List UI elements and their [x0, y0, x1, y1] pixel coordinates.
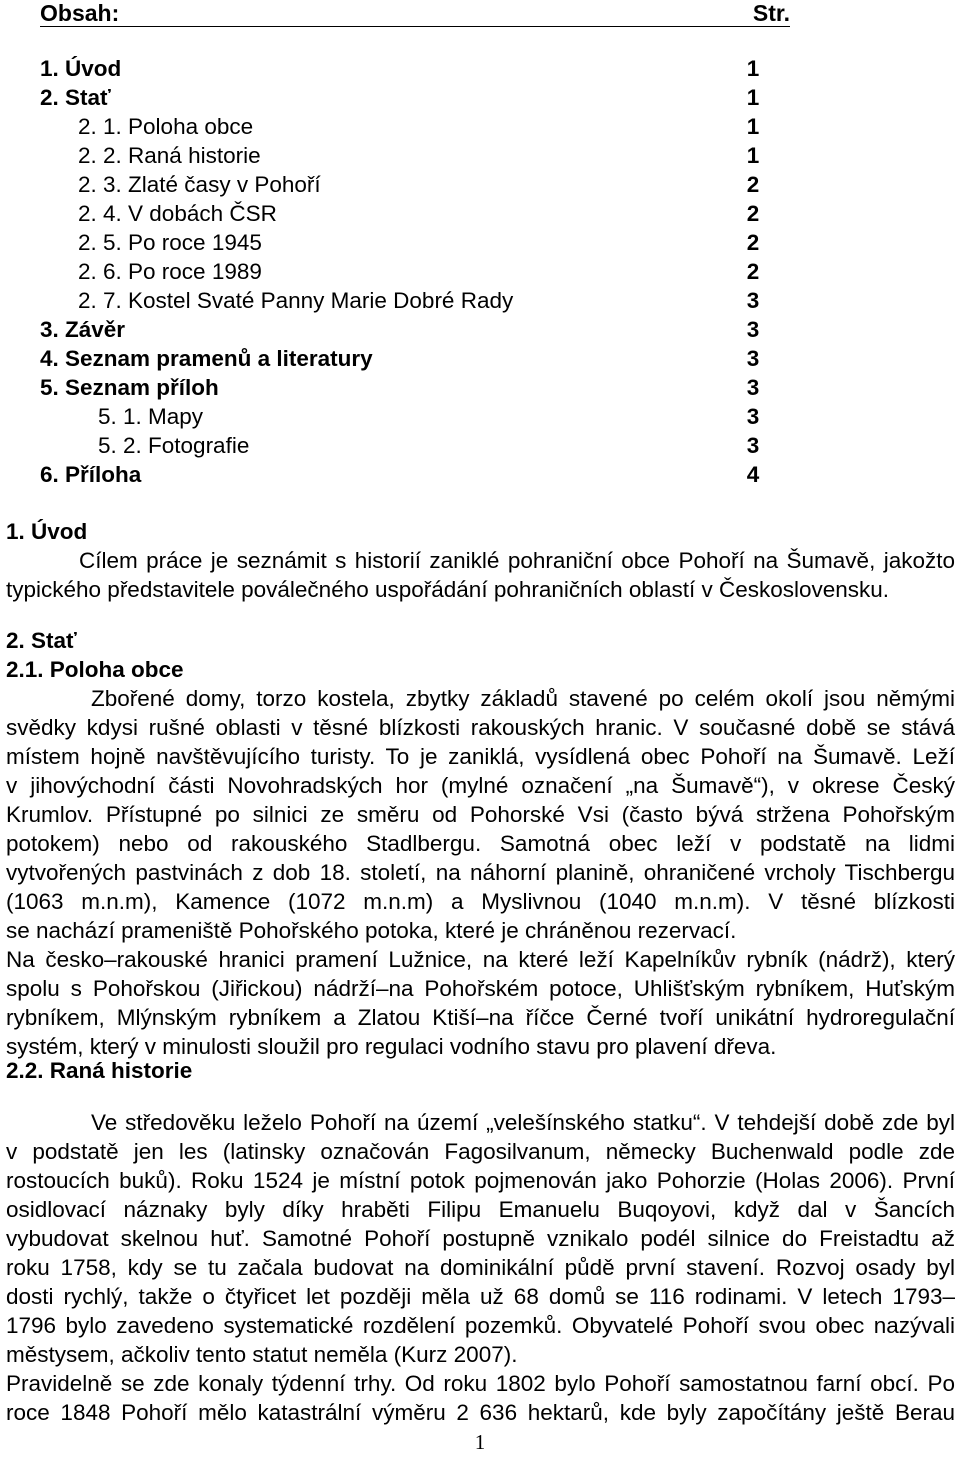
toc-item: [0, 374, 960, 402]
toc-item: [0, 200, 960, 228]
paragraph-historie-continued: [6, 1369, 955, 1427]
toc-item-page: 3: [746, 433, 760, 458]
text-line: spolu s Pohořskou (Jiřickou) nádrží–na Pohořském potoce, Uhlišťským rybníkem, Huťským: [6, 976, 955, 1001]
text-line: Na česko–rakouské hranici pramení Lužnice, na které leží Kapelníkův rybník (nádrž), který: [6, 947, 955, 972]
text-line: osidlovací náznaky byly díky hraběti Filipu Emanuelu Buqoyovi, když dal v Šancích: [6, 1197, 955, 1222]
text-line: (1063 m.n.m), Kamence (1072 m.n.m) a Myslivnou (1040 m.n.m). V těsné blízkosti: [6, 889, 955, 914]
toc-item-label: 3. Závěr: [40, 317, 126, 342]
toc-item: [0, 461, 960, 489]
text-line: typického představitele poválečného uspořádání pohraničních oblastí v Československu.: [6, 577, 890, 602]
toc-item: [0, 229, 960, 257]
text-line: se nachází prameniště Pohořského potoka, které je chráněnou rezervací.: [6, 918, 737, 943]
toc-item: [0, 142, 960, 170]
text-line: dosti rychlý, takže o čtyřicet let později měla už 68 domů se 116 rodinami. V letech 1793–: [6, 1284, 955, 1309]
toc-item: [0, 113, 960, 141]
toc-item: [0, 345, 960, 373]
heading-historie: 2.2. Raná historie: [6, 1058, 193, 1083]
toc-item-label: 2. 7. Kostel Svaté Panny Marie Dobré Rady: [78, 288, 514, 313]
text-line: svědky kdysi rušné oblasti v těsné blízkosti rakouských hranic. V současné době se stává: [6, 715, 955, 740]
toc-item: [0, 258, 960, 286]
toc-item-label: 5. Seznam příloh: [40, 375, 219, 400]
paragraph-poloha: [6, 684, 955, 1061]
paragraph-intro: [6, 546, 955, 604]
toc-item-label: 6. Příloha: [40, 462, 142, 487]
toc-item: [0, 55, 960, 83]
toc-title: Obsah:: [40, 0, 120, 26]
toc-item-label: 2. 4. V dobách ČSR: [78, 201, 277, 226]
text-line: systém, který v minulosti sloužil pro regulaci vodního stavu pro plavení dřeva.: [6, 1034, 777, 1059]
paragraph-historie: [6, 1108, 955, 1369]
toc-item-label: 5. 1. Mapy: [98, 404, 204, 429]
text-line: Zbořené domy, torzo kostela, zbytky základů stavené po celém okolí jsou němými: [91, 686, 955, 711]
toc-item: [0, 84, 960, 112]
toc-item-label: 1. Úvod: [40, 56, 122, 81]
heading-intro: 1. Úvod: [6, 519, 88, 544]
toc-item-page: 3: [746, 288, 760, 313]
text-line: Cílem práce je seznámit s historií zaniklé pohraniční obce Pohoří na Šumavě, jakožto: [79, 548, 955, 573]
text-line: 1796 bylo zavedeno systematické rozdělení pozemků. Obyvatelé Pohoří svou obec nazývali: [6, 1313, 955, 1338]
text-line: rostoucích buků). Roku 1524 je místní potok pojmenován jako Pohorzie (Holas 2006). První: [6, 1168, 955, 1193]
toc-item-label: 2. 3. Zlaté časy v Pohoří: [78, 172, 321, 197]
heading-stat: 2. Stať: [6, 628, 77, 653]
toc-item-page: 4: [746, 462, 760, 487]
toc-item-page: 2: [746, 259, 760, 284]
toc-item-label: 2. 6. Po roce 1989: [78, 259, 262, 284]
toc-item-label: 2. 1. Poloha obce: [78, 114, 254, 139]
toc-item-label: 2. 2. Raná historie: [78, 143, 261, 168]
toc-item-page: 1: [746, 143, 760, 168]
text-line: Ve středověku leželo Pohoří na území „velešínského statku“. V tehdejší době zde byl: [91, 1110, 955, 1135]
toc-item-page: 2: [746, 172, 760, 197]
toc-item-label: 4. Seznam pramenů a literatury: [40, 346, 373, 371]
page-number: 1: [474, 1430, 486, 1454]
toc-item-page: 1: [746, 114, 760, 139]
toc-item-page: 3: [746, 375, 760, 400]
text-line: místem hojně navštěvujícího turisty. To je zaniklá, vysídlená obec Pohoří na Šumavě. Leží: [6, 744, 955, 769]
text-line: městysem, ačkoliv tento statut neměla (Kurz 2007).: [6, 1342, 518, 1367]
toc-item: [0, 171, 960, 199]
toc-item: [0, 403, 960, 431]
text-line: v podstatě jen les (latinsky označován Fagosilvanum, německy Buchenwald podle zde: [6, 1139, 955, 1164]
toc-item-page: 3: [746, 346, 760, 371]
toc-item: [0, 287, 960, 315]
toc-item-page: 3: [746, 404, 760, 429]
toc-item-page: 2: [746, 230, 760, 255]
toc-item-page: 1: [746, 56, 760, 81]
toc-page-column-label: Str.: [752, 0, 790, 26]
text-line: vybudovat skelnou huť. Samotné Pohoří postupně vznikalo podél silnice do Freistadtu až: [6, 1226, 955, 1251]
toc-item-page: 2: [746, 201, 760, 226]
toc-item: [0, 432, 960, 460]
text-line: v jihovýchodní části Novohradských hor (mylné označení „na Šumavě“), v okrese Český: [6, 773, 955, 798]
toc-underline: [40, 26, 790, 27]
text-line: Krumlov. Přístupné po silnici ze směru od Pohorské Vsi (často bývá stržena Pohořským: [6, 802, 955, 827]
text-line: potokem) nebo od rakouského Stadlbergu. Samotná obec leží v podstatě na lidmi: [6, 831, 955, 856]
text-line: roku 1758, kdy se tu začala budovat na dominikální půdě první stavení. Rozvoj osady byl: [6, 1255, 955, 1280]
toc-item-page: 3: [746, 317, 760, 342]
toc-item-label: 2. Stať: [40, 85, 111, 110]
toc-item: [0, 316, 960, 344]
text-line: roce 1848 Pohoří mělo katastrální výměru 2 636 hektarů, kde byly započítány ještě Berau: [6, 1400, 955, 1425]
toc-item-page: 1: [746, 85, 760, 110]
text-line: rybníkem, Mlýnským rybníkem a Zlatou Ktiší–na říčce Černé tvoří unikátní hydroregulační: [6, 1005, 955, 1030]
text-line: vytvořených pastvinách z dob 18. století, na náhorní planině, ohraničené vrcholy Tischbergu: [6, 860, 955, 885]
heading-poloha: 2.1. Poloha obce: [6, 657, 184, 682]
toc-item-label: 2. 5. Po roce 1945: [78, 230, 262, 255]
toc-header: [40, 0, 790, 30]
toc-item-label: 5. 2. Fotografie: [98, 433, 250, 458]
text-line: Pravidelně se zde konaly týdenní trhy. Od roku 1802 bylo Pohoří samostatnou farní obcí. Po: [6, 1371, 955, 1396]
